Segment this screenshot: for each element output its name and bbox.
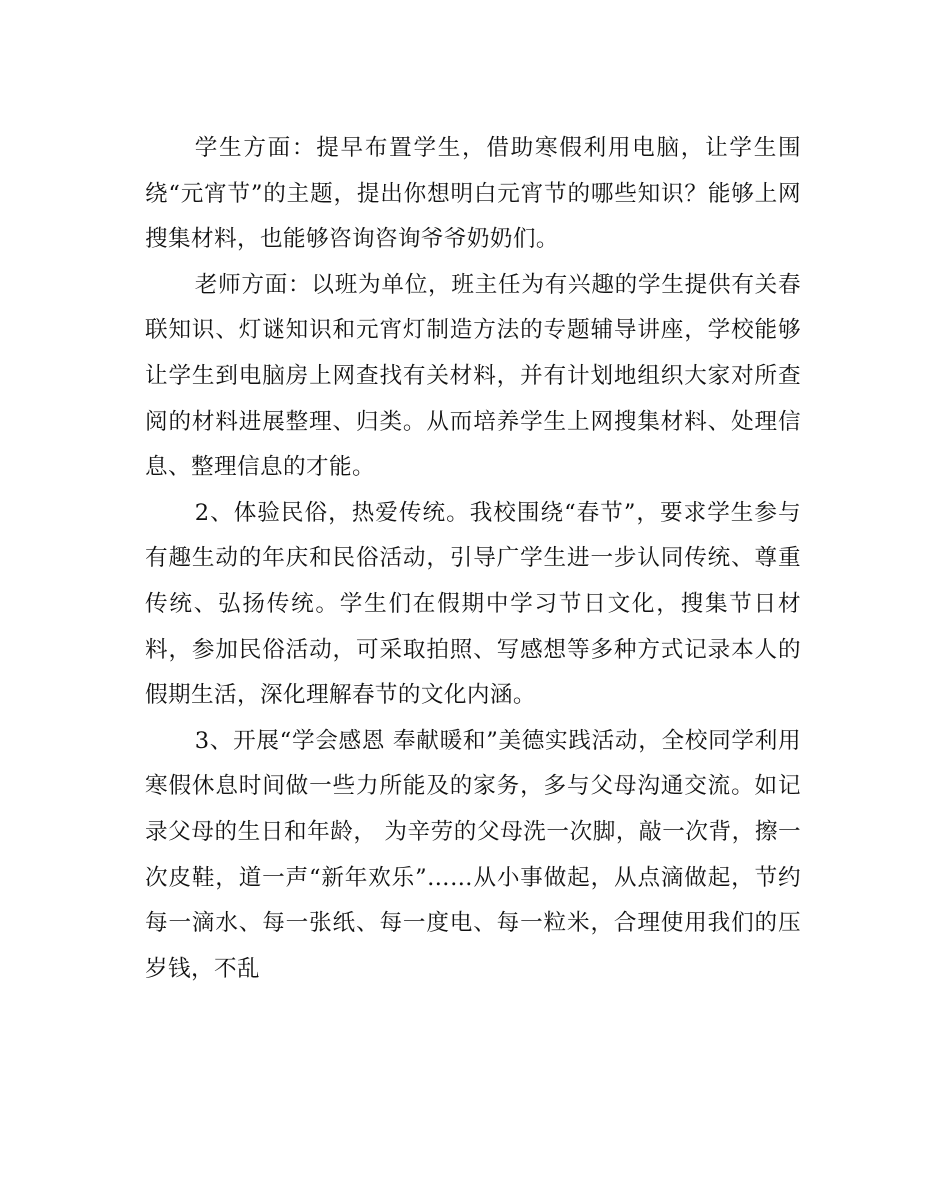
paragraph-student-aspect: 学生方面：提早布置学生，借助寒假利用电脑，让学生围绕“元宵节”的主题，提出你想明白元宵节的哪些知识？能够上网搜集材料，也能够咨询咨询爷爷奶奶们。: [145, 135, 801, 253]
paragraph-gratitude-activity: 3、开展“学会感恩 奉献暖和”美德实践活动，全校同学利用寒假休息时间做一些力所能及的家务，多与父母沟通交流。如记录父母的生日和年龄， 为辛劳的父母洗一次脚，敲一次背，擦一次皮鞋，道一声“新年欢乐”……从小事做起，从点滴做起，节约每一滴水、每一张纸、每一度电、每一粒米，合理使用我们的压岁钱，不乱: [145, 727, 801, 982]
paragraph-teacher-aspect: 老师方面：以班为单位，班主任为有兴趣的学生提供有关春联知识、灯谜知识和元宵灯制造方法的专题辅导讲座，学校能够让学生到电脑房上网查找有关材料，并有计划地组织大家对所查阅的材料进展整理、归类。从而培养学生上网搜集材料、处理信息、整理信息的才能。: [145, 271, 801, 481]
paragraph-folk-customs: 2、体验民俗，热爱传统。我校围绕“春节”，要求学生参与有趣生动的年庆和民俗活动，引导广学生进一步认同传统、尊重传统、弘扬传统。学生们在假期中学习节日文化，搜集节日材料，参加民俗活动，可采取拍照、写感想等多种方式记录本人的假期生活，深化理解春节的文化内涵。: [145, 499, 801, 709]
document-body: [145, 126, 801, 992]
